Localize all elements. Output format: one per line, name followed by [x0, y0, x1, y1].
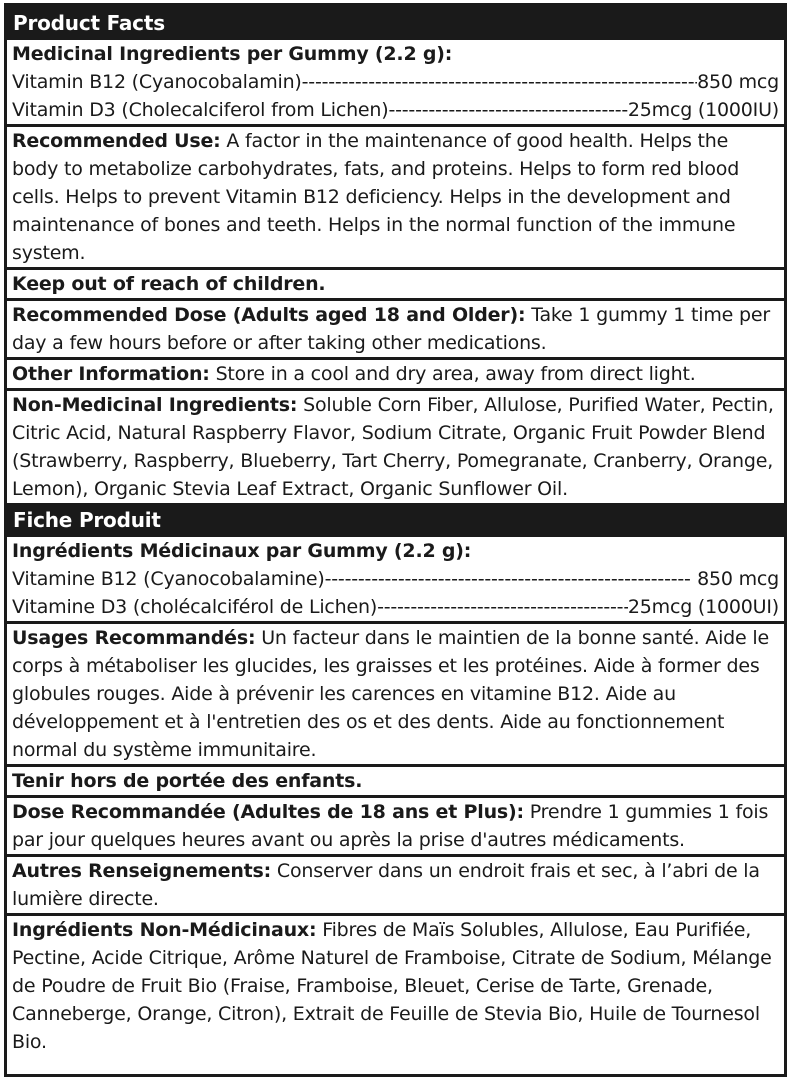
warning-text-fr: Tenir hors de portée des enfants.: [12, 770, 363, 792]
ingredient-name: Vitamin D3 (Cholecalciferol from Lichen): [12, 99, 389, 121]
autres-text: Conserver dans un endroit frais et sec, à l’abri de la lumière directe.: [12, 860, 760, 910]
ingredients-title: Medicinal Ingredients per Gummy (2.2 g):: [12, 43, 453, 65]
recommended-use-text: A factor in the maintenance of good health. Helps the body to metabolize carbohydrates, fats, and proteins. Helps to form red blood cells. Helps to prevent Vitamin B12 deficiency. Helps in the development and maintenance of bones and teeth. Helps in the normal function of the immune system.: [12, 130, 740, 264]
recommended-use-paragraph: [12, 127, 779, 267]
usages-label: Usages Recommandés:: [12, 627, 256, 649]
other-information-section: [7, 360, 784, 391]
other-information-paragraph: [12, 360, 779, 388]
non-medicinal-paragraph: [12, 391, 779, 503]
dot-leader: [377, 593, 628, 621]
recommended-dose-section: [7, 301, 784, 360]
ingredient-row-d3: [12, 96, 779, 124]
ingredient-amount: 25mcg (1000UI): [627, 596, 779, 618]
usages-recommandes-section: [7, 624, 784, 767]
ingredient-amount: 850 mcg: [697, 71, 779, 93]
ingredients-title-fr: Ingrédients Médicinaux par Gummy (2.2 g):: [12, 540, 472, 562]
dose-label-fr: Dose Recommandée (Adultes de 18 ans et Plus):: [12, 801, 524, 823]
autres-renseignements-section: [7, 857, 784, 916]
warning-section-fr: [7, 767, 784, 798]
recommended-dose-text: Take 1 gummy 1 time per day a few hours before or after taking other medications.: [12, 304, 770, 354]
other-information-text: Store in a cool and dry area, away from direct light.: [215, 363, 696, 385]
dose-paragraph-fr: [12, 798, 779, 854]
non-medicinaux-paragraph: [12, 916, 779, 1056]
non-medicinaux-section: [7, 916, 784, 1056]
recommended-use-section: [7, 127, 784, 270]
recommended-use-label: Recommended Use:: [12, 130, 221, 152]
autres-label: Autres Renseignements:: [12, 860, 272, 882]
autres-paragraph: [12, 857, 779, 913]
product-facts-header: Product Facts: [7, 6, 784, 40]
dose-recommandee-section: [7, 798, 784, 857]
ingredient-name: Vitamin B12 (Cyanocobalamin): [12, 71, 302, 93]
usages-text: Un facteur dans le maintien de la bonne santé. Aide le corps à métaboliser les glucides, les graisses et les protéines. Aide à former des globules rouges. Aide à prévenir les carences en vitamine B12. Aide au développement et à l'entretien des os et des dents. Aide au fonctionnement normal du système immunitaire.: [12, 627, 769, 761]
non-medicinaux-text: Fibres de Maïs Solubles, Allulose, Eau Purifiée, Pectine, Acide Citrique, Arôme Naturel de Framboise, Citrate de Sodium, Mélange de Poudre de Fruit Bio (Fraise, Framboise, Bleuet, Cerise de Tarte, Grenade, Canneberge, Orange, Citron), Extrait de Feuille de Stevia Bio, Huile de Tournesol Bio.: [12, 919, 772, 1053]
fiche-produit-header: Fiche Produit: [7, 503, 784, 537]
non-medicinal-text: Soluble Corn Fiber, Allulose, Purified Water, Pectin, Citric Acid, Natural Raspberry Flavor, Sodium Citrate, Organic Fruit Powder Blend (Strawberry, Raspberry, Blueberry, Tart Cherry, Pomegranate, Cranberry, Orange, Lemon), Organic Stevia Leaf Extract, Organic Sunflower Oil.: [12, 394, 774, 500]
recommended-dose-label: Recommended Dose (Adults aged 18 and Older):: [12, 304, 526, 326]
other-information-label: Other Information:: [12, 363, 210, 385]
ingredient-amount: 850 mcg: [691, 568, 779, 590]
ingredient-row-b12: [12, 68, 779, 96]
recommended-dose-paragraph: [12, 301, 779, 357]
dose-text-fr: Prendre 1 gummies 1 fois par jour quelques heures avant ou après la prise d'autres médicaments.: [12, 801, 769, 851]
product-facts-panel: [4, 3, 787, 1077]
usages-paragraph: [12, 624, 779, 764]
dot-leader: [302, 68, 697, 96]
warning-text: Keep out of reach of children.: [12, 273, 326, 295]
ingredient-row-b12-fr: [12, 565, 779, 593]
ingredient-row-d3-fr: [12, 593, 779, 621]
ingredient-name: Vitamine B12 (Cyanocobalamine): [12, 568, 325, 590]
warning-section: [7, 270, 784, 301]
dot-leader: [325, 565, 692, 593]
non-medicinal-label: Non-Medicinal Ingredients:: [12, 394, 298, 416]
ingredient-amount: 25mcg (1000IU): [627, 99, 779, 121]
medicinal-ingredients-section: [7, 40, 784, 127]
ingredient-name: Vitamine D3 (cholécalciférol de Lichen): [12, 596, 378, 618]
dot-leader: [388, 96, 627, 124]
non-medicinal-section: [7, 391, 784, 503]
ingredients-medicinaux-section: [7, 537, 784, 624]
non-medicinaux-label: Ingrédients Non-Médicinaux:: [12, 919, 317, 941]
